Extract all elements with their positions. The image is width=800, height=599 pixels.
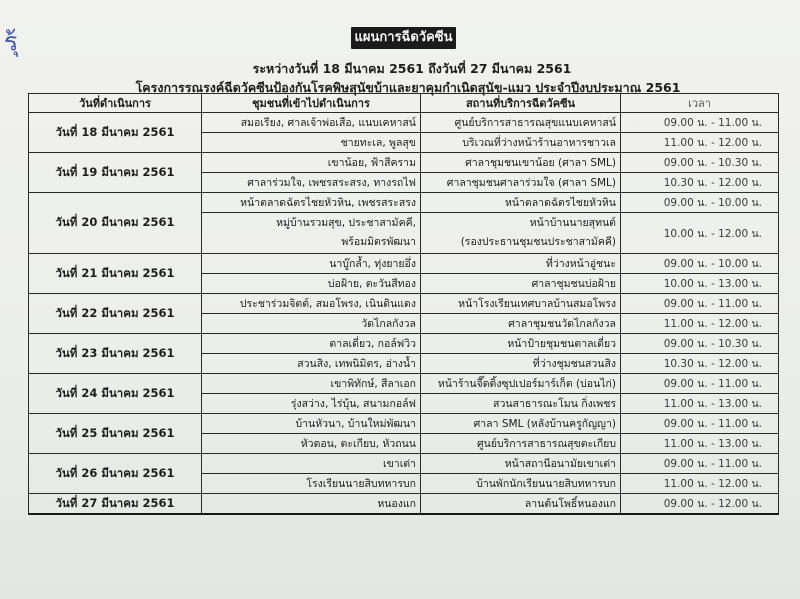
date-cell: วันที่ 26 มีนาคม 2561 [29,454,202,494]
place-cell: ลานต้นโพธิ์หนองแก [421,494,621,515]
time-cell: 09.00 น. - 11.00 น. [621,414,779,434]
place-cell: ที่ว่างหน้าอู่ชนะ [421,254,621,274]
date-cell: วันที่ 22 มีนาคม 2561 [29,294,202,334]
table-row [29,254,779,274]
table-row [29,414,779,434]
table-row [29,113,779,133]
schedule-body [29,113,779,515]
place-cell: ศาลาชุมชนบ่อฝ้าย [421,274,621,294]
subtitle-project: โครงการรณรงค์ฉีดวัคซีนป้องกันโรคพิษสุนัขบ้าและยาคุมกำเนิดสุนัข-แมว ประจำปีงบประมาณ 2561 [135,80,681,95]
community-cell: บ้านหัวนา, บ้านใหม่พัฒนา [202,414,421,434]
place-cell: ศาลาชุมชนศาลาร่วมใจ (ศาลา SML) [421,173,621,193]
community-cell: ประชาร่วมจิตต์, สมอโพรง, เนินดินแดง [202,294,421,314]
time-cell: 10.00 น. - 12.00 น. [621,213,779,254]
date-cell: วันที่ 20 มีนาคม 2561 [29,193,202,254]
header-row [29,94,779,113]
table-row [29,193,779,213]
time-cell: 09.00 น. - 10.00 น. [621,193,779,213]
time-cell: 10.30 น. - 12.00 น. [621,173,779,193]
place-cell: ศาลา SML (หลังบ้านครูกัญญา) [421,414,621,434]
community-cell: ชายทะเล, พูลสุข [202,133,421,153]
table-row [29,153,779,173]
community-line: พร้อมมิตรพัฒนา [341,236,416,248]
community-cell: ศาลาร่วมใจ, เพชรสระสรง, ทางรถไฟ [202,173,421,193]
header-time [621,94,779,113]
time-cell: 09.00 น. - 11.00 น. [621,113,779,133]
place-cell: ศูนย์บริการสาธารณสุขแนบเคหาสน์ [421,113,621,133]
place-cell: ศาลาชุมชนวัดไกลกังวล [421,314,621,334]
table-row [29,494,779,515]
place-cell: หน้าป้ายชุมชนตาลเดี่ยว [421,334,621,354]
time-cell: 10.30 น. - 12.00 น. [621,354,779,374]
community-cell: รุ่งสว่าง, ไร่บุ้น, สนามกอล์ฟ [202,394,421,414]
time-cell: 11.00 น. - 12.00 น. [621,474,779,494]
community-cell: เขาพิทักษ์, สีลาเอก [202,374,421,394]
time-cell: 11.00 น. - 12.00 น. [621,314,779,334]
community-cell: บ่อฝ้าย, ตะวันสีทอง [202,274,421,294]
place-cell: ศาลาชุมชนเขาน้อย (ศาลา SML) [421,153,621,173]
table-row [29,334,779,354]
time-cell: 09.00 น. - 10.30 น. [621,153,779,173]
community-cell: เขาเต่า [202,454,421,474]
community-cell: สมอเรียง, ศาลเจ้าพ่อเสือ, แนบเคหาสน์ [202,113,421,133]
table-row [29,454,779,474]
date-cell: วันที่ 19 มีนาคม 2561 [29,153,202,193]
place-cell: หน้าสถานีอนามัยเขาเต่า [421,454,621,474]
date-cell: วันที่ 18 มีนาคม 2561 [29,113,202,153]
handwritten-note: รุ้ [2,27,18,59]
header-community: ชุมชนที่เข้าไปดำเนินการ [202,94,421,113]
community-cell: ตาลเดี่ยว, กอล์ฟวิว [202,334,421,354]
table-row [29,294,779,314]
document-title: แผนการฉีดวัคซีน [351,27,456,49]
header-place: สถานที่บริการฉีดวัคซีน [421,94,621,113]
time-cell: 11.00 น. - 12.00 น. [621,133,779,153]
time-cell: 11.00 น. - 13.00 น. [621,394,779,414]
place-line: หน้าบ้านนายสุทนต์ [529,217,616,229]
community-cell: วัดไกลกังวล [202,314,421,334]
time-cell: 09.00 น. - 10.00 น. [621,254,779,274]
place-cell: บ้านพักนักเรียนนายสิบทหารบก [421,474,621,494]
time-cell: 09.00 น. - 11.00 น. [621,374,779,394]
place-cell: หน้าร้านจี๊ดติ้งซุปเปอร์มาร์เก็ต (บ่อนไก่) [421,374,621,394]
time-cell: 09.00 น. - 10.30 น. [621,334,779,354]
time-cell: 10.00 น. - 13.00 น. [621,274,779,294]
date-cell: วันที่ 25 มีนาคม 2561 [29,414,202,454]
place-cell: หน้าตลาดฉัตรไชยหัวหิน [421,193,621,213]
date-cell: วันที่ 23 มีนาคม 2561 [29,334,202,374]
place-cell: บริเวณที่ว่างหน้าร้านอาหารชาวเล [421,133,621,153]
date-cell: วันที่ 24 มีนาคม 2561 [29,374,202,414]
time-cell: 09.00 น. - 11.00 น. [621,294,779,314]
community-cell: นาบู๊กล้ำ, ทุ่งยายอึ่ง [202,254,421,274]
time-cell: 09.00 น. - 12.00 น. [621,494,779,515]
place-line: (รองประธานชุมชนประชาสามัคคี) [460,236,616,248]
community-cell: หนองแก [202,494,421,515]
place-cell: ศูนย์บริการสาธารณสุขตะเกียบ [421,434,621,454]
place-cell: สวนสาธารณะโมน กิ่งเพชร [421,394,621,414]
subtitle-period: ระหว่างวันที่ 18 มีนาคม 2561 ถึงวันที่ 27 มีนาคม 2561 [252,61,572,76]
community-cell: โรงเรียนนายสิบทหารบก [202,474,421,494]
date-cell: วันที่ 27 มีนาคม 2561 [29,494,202,515]
place-cell: ที่ว่างชุมชนสวนสิง [421,354,621,374]
community-cell: สวนสิง, เทพนิมิตร, อ่างน้ำ [202,354,421,374]
place-cell [421,213,621,254]
schedule-table [28,93,779,515]
time-cell: 09.00 น. - 11.00 น. [621,454,779,474]
header-time-label: เวลา [688,97,711,110]
community-cell: หัวดอน, ตะเกียบ, หัวถนน [202,434,421,454]
time-cell: 11.00 น. - 13.00 น. [621,434,779,454]
community-cell: เขาน้อย, ฟ้าสีคราม [202,153,421,173]
community-cell: หน้าตลาดฉัตรไชยหัวหิน, เพชรสระสรง [202,193,421,213]
place-cell: หน้าโรงเรียนเทศบาลบ้านสมอโพรง [421,294,621,314]
table-row [29,374,779,394]
community-line: หมู่บ้านรวมสุข, ประชาสามัคคี, [276,217,416,229]
community-cell [202,213,421,254]
date-cell: วันที่ 21 มีนาคม 2561 [29,254,202,294]
header-date: วันที่ดำเนินการ [29,94,202,113]
